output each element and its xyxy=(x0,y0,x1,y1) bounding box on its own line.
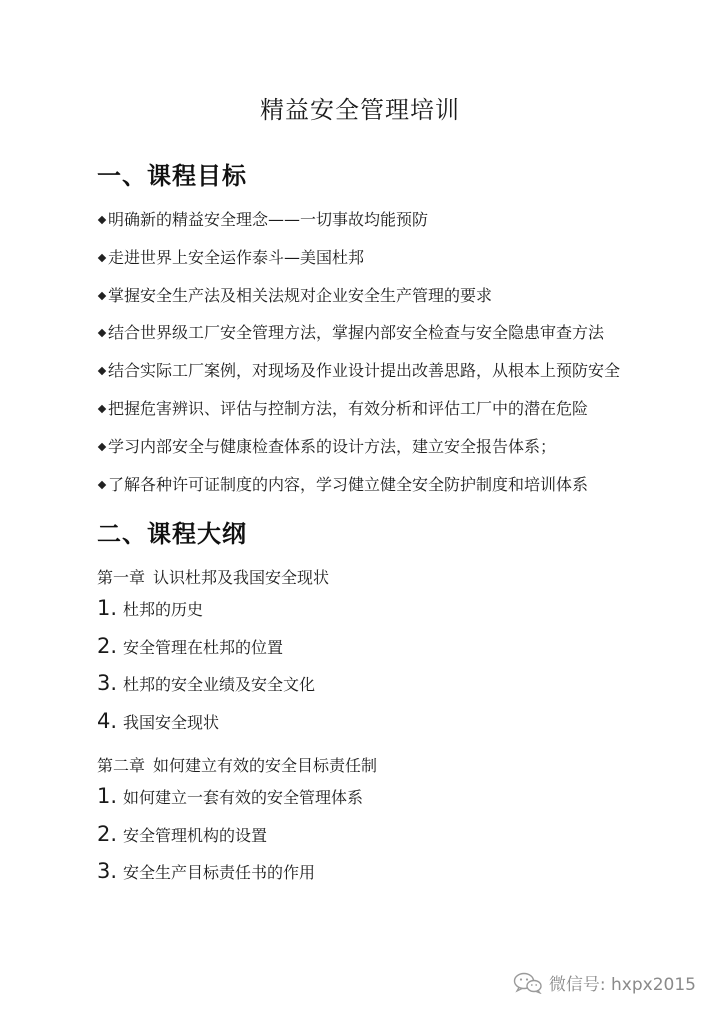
bullet-diamond-icon xyxy=(98,405,106,413)
chapter-items xyxy=(97,784,697,897)
item-text: 安全生产目标责任书的作用 xyxy=(123,863,316,882)
list-item: 明确新的精益安全理念——一切事故均能预防 xyxy=(97,208,697,246)
list-item: 把握危害辨识、评估与控制方法，有效分析和评估工厂中的潜在危险 xyxy=(97,397,697,435)
list-item: 掌握安全生产法及相关法规对企业安全生产管理的要求 xyxy=(97,284,697,322)
watermark-text: 微信号: hxpx2015 xyxy=(548,975,696,995)
section-heading-outline: 二、课程大纲 xyxy=(97,520,247,548)
list-item: 了解各种许可证制度的内容，学习健立健全安全防护制度和培训体系 xyxy=(97,473,697,511)
item-number: 2. xyxy=(97,633,118,658)
chapter-number: 第一章 xyxy=(97,568,146,587)
wechat-watermark xyxy=(513,970,696,995)
page-title: 精益安全管理培训 xyxy=(260,96,460,124)
outline-body xyxy=(97,566,697,905)
item-text: 杜邦的历史 xyxy=(123,600,204,619)
chapter-number: 第二章 xyxy=(97,756,146,775)
section-heading-goals: 一、课程目标 xyxy=(97,162,247,190)
bullet-diamond-icon xyxy=(98,329,106,337)
bullet-diamond-icon xyxy=(98,480,106,488)
list-item: 结合实际工厂案例，对现场及作业设计提出改善思路，从根本上预防安全 xyxy=(97,359,697,397)
chapter-title: 认识杜邦及我国安全现状 xyxy=(153,568,330,587)
list-item xyxy=(97,709,697,747)
item-number: 3. xyxy=(97,671,118,695)
chapter-title: 如何建立有效的安全目标责任制 xyxy=(153,756,378,775)
list-item: 结合世界级工厂安全管理方法，掌握内部安全检查与安全隐患审查方法 xyxy=(97,321,697,359)
item-text: 安全管理在杜邦的位置 xyxy=(123,637,284,657)
wechat-icon xyxy=(513,972,543,994)
item-number: 1. xyxy=(97,784,118,808)
item-text: 安全管理机构的设置 xyxy=(123,825,268,845)
list-item xyxy=(97,671,697,709)
list-item xyxy=(97,634,697,672)
item-number: 2. xyxy=(97,821,118,846)
bullet-diamond-icon xyxy=(98,291,106,299)
item-text: 如何建立一套有效的安全管理体系 xyxy=(123,788,364,807)
list-item xyxy=(97,822,697,860)
item-text: 杜邦的安全业绩及安全文化 xyxy=(123,675,316,694)
list-item: 学习内部安全与健康检查体系的设计方法，建立安全报告体系； xyxy=(97,435,697,473)
bullet-diamond-icon xyxy=(98,254,106,262)
item-number: 3. xyxy=(97,859,118,883)
chapter-heading xyxy=(97,566,697,596)
item-number: 1. xyxy=(97,596,118,620)
list-item xyxy=(97,859,697,897)
chapter-items xyxy=(97,596,697,746)
goals-list xyxy=(97,208,697,510)
list-item xyxy=(97,784,697,822)
item-number: 4. xyxy=(97,708,118,733)
bullet-diamond-icon xyxy=(98,216,106,224)
list-item xyxy=(97,596,697,634)
list-item: 走进世界上安全运作泰斗—美国杜邦 xyxy=(97,246,697,284)
bullet-diamond-icon xyxy=(98,367,106,375)
bullet-diamond-icon xyxy=(98,443,106,451)
item-text: 我国安全现状 xyxy=(123,712,220,732)
chapter-heading xyxy=(97,754,697,784)
